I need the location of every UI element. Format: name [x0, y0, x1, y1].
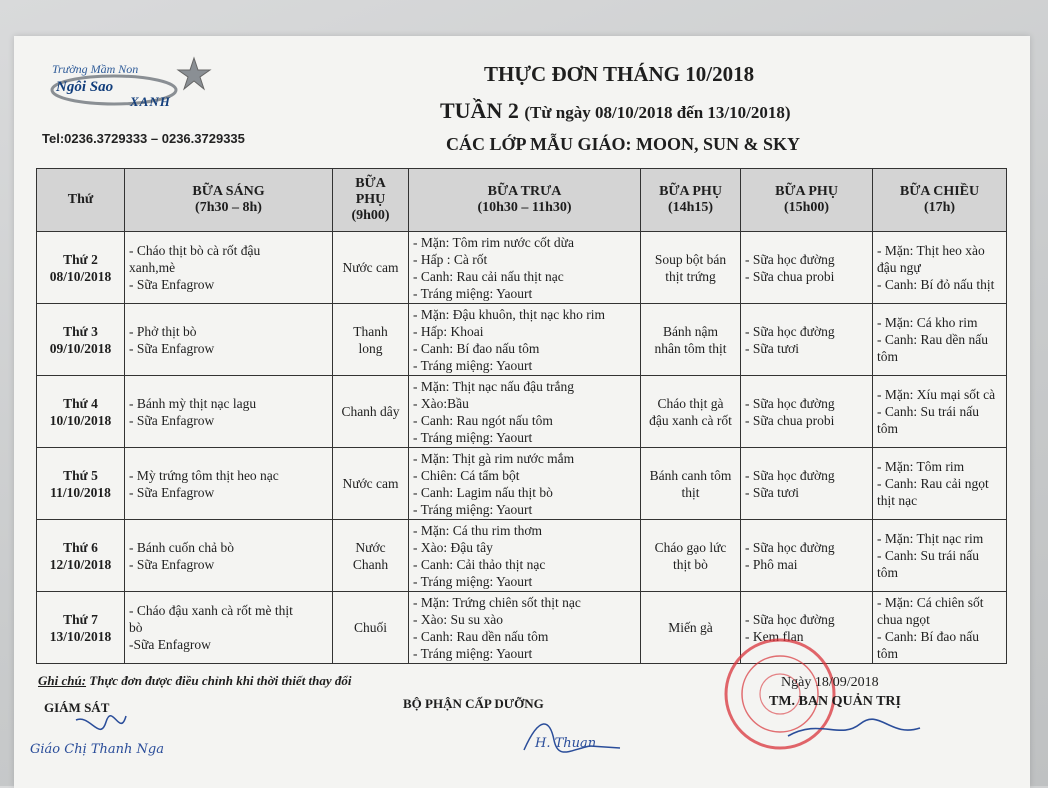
- supervisor-label: GIÁM SÁT: [44, 700, 110, 715]
- logo-small-text: Trường Mầm Non: [52, 62, 139, 76]
- board-signature: [780, 710, 930, 750]
- dinner-cell: [873, 592, 1007, 664]
- cell-line: - Sữa Enfagrow: [129, 277, 215, 292]
- cell-line: - Sữa học đường: [745, 323, 835, 339]
- cell-line: - Tráng miệng: Yaourt: [413, 645, 533, 661]
- cell-line: thịt bò: [673, 556, 708, 572]
- cell-line: Chanh: [352, 556, 389, 572]
- kitchen-name: H. Thuan: [535, 736, 597, 751]
- snack-14h-cell: [641, 232, 741, 304]
- table-row: [37, 520, 1007, 592]
- cell-line: 11/10/2018: [50, 484, 111, 500]
- board-label: TM. BAN QUẢN TRỊ: [769, 694, 901, 709]
- cell-line: Cháo gạo lức: [654, 539, 727, 555]
- cell-line: - Sữa học đường: [745, 539, 835, 555]
- cell-line: - Cháo đậu xanh cà rốt mè thịt: [129, 603, 293, 618]
- cell-line: đậu xanh cà rốt: [649, 412, 732, 428]
- header-line: PHỤ: [355, 192, 386, 207]
- cell-line: - Tráng miệng: Yaourt: [413, 573, 533, 589]
- cell-line: - Bánh mỳ thịt nạc lagu: [129, 395, 257, 411]
- cell-line: long: [358, 340, 383, 356]
- kitchen-signature: [510, 710, 630, 760]
- cell-line: Nước cam: [342, 476, 399, 491]
- header-line: (9h00): [351, 208, 390, 223]
- cell-line: - Mặn: Đậu khuôn, thịt nạc kho rim: [413, 306, 605, 322]
- dinner-cell: [873, 232, 1007, 304]
- supervisor-name: Giáo Chị Thanh Nga: [30, 742, 164, 757]
- cell-line: - Sữa Enfagrow: [129, 484, 215, 500]
- cell-line: - Sữa Enfagrow: [129, 556, 215, 572]
- cell-line: Cháo thịt gà: [657, 395, 724, 411]
- cell-line: Thứ 5: [63, 467, 98, 483]
- cell-line: xanh,mè: [129, 260, 176, 275]
- snack-9h-cell: [333, 376, 409, 448]
- cell-line: tôm: [877, 565, 899, 580]
- lunch-cell: [409, 592, 641, 664]
- cell-line: - Sữa học đường: [745, 395, 835, 411]
- page-title: THỰC ĐƠN THÁNG 10/2018: [484, 62, 755, 86]
- cell-line: nhân tôm thịt: [654, 340, 727, 356]
- cell-line: - Mặn: Cá chiên sốt: [877, 594, 984, 610]
- cell-line: - Phô mai: [745, 556, 798, 572]
- day-cell: [37, 232, 125, 304]
- document-date: Ngày 18/09/2018: [781, 675, 879, 690]
- cell-line: Thứ 3: [63, 323, 98, 339]
- cell-line: Thứ 4: [63, 395, 98, 411]
- breakfast-cell: [125, 304, 333, 376]
- breakfast-cell: [125, 448, 333, 520]
- lunch-cell: [409, 520, 641, 592]
- class-title: CÁC LỚP MẪU GIÁO: MOON, SUN & SKY: [446, 134, 800, 154]
- table-header-row: [37, 169, 1007, 232]
- day-cell: [37, 448, 125, 520]
- cell-line: - Mặn: Cá thu rim thơm: [413, 522, 543, 538]
- cell-line: Thứ 2: [63, 251, 98, 267]
- th-snack-14h: [641, 169, 741, 232]
- cell-line: - Xào: Su su xào: [413, 611, 503, 627]
- cell-line: - Xào: Đậu tây: [413, 539, 493, 555]
- cell-line: - Sữa chua probi: [745, 412, 835, 428]
- cell-line: Bánh canh tôm: [649, 467, 732, 483]
- snack-15h-cell: [741, 232, 873, 304]
- th-breakfast: [125, 169, 333, 232]
- cell-line: Chanh dây: [341, 404, 400, 419]
- cell-line: - Kem flan: [745, 628, 804, 644]
- cell-line: - Canh: Rau dền nấu: [877, 332, 988, 347]
- cell-line: - Canh: Cải thảo thịt nạc: [413, 556, 546, 572]
- cell-line: - Hấp: Khoai: [413, 323, 484, 339]
- cell-line: - Canh: Bí đao nấu: [877, 628, 979, 644]
- cell-line: - Sữa học đường: [745, 251, 835, 267]
- snack-14h-cell: [641, 448, 741, 520]
- cell-line: - Sữa học đường: [745, 611, 835, 627]
- cell-line: - Canh: Rau ngót nấu tôm: [413, 412, 553, 428]
- header-line: BỮA TRƯA: [487, 184, 562, 199]
- snack-9h-cell: [333, 448, 409, 520]
- dinner-cell: [873, 520, 1007, 592]
- cell-line: - Mặn: Thịt gà rim nước mắm: [413, 450, 575, 466]
- dinner-cell: [873, 304, 1007, 376]
- cell-line: - Hấp : Cà rốt: [413, 251, 488, 267]
- week-range: (Từ ngày 08/10/2018 đến 13/10/2018): [524, 103, 791, 122]
- cell-line: Nước cam: [342, 260, 399, 275]
- dinner-cell: [873, 448, 1007, 520]
- cell-line: - Tráng miệng: Yaourt: [413, 429, 533, 445]
- phone-numbers: Tel:0236.3729333 – 0236.3729335: [42, 131, 245, 146]
- header-line: Thứ: [67, 192, 94, 207]
- note-text: Thực đơn được điều chỉnh khi thời thiết thay đổi: [86, 673, 352, 688]
- th-lunch: [409, 169, 641, 232]
- cell-line: - Tráng miệng: Yaourt: [413, 357, 533, 373]
- cell-line: - Canh: Su trái nấu: [877, 404, 979, 419]
- table-row: [37, 232, 1007, 304]
- cell-line: - Bánh cuốn chả bò: [129, 539, 234, 555]
- cell-line: - Canh: Rau cải nấu thịt nạc: [413, 268, 564, 284]
- th-snack-9h: [333, 169, 409, 232]
- cell-line: - Tráng miệng: Yaourt: [413, 501, 533, 517]
- cell-line: - Mặn: Thịt nạc rim: [877, 531, 984, 546]
- day-cell: [37, 304, 125, 376]
- cell-line: Thứ 7: [63, 611, 98, 627]
- breakfast-cell: [125, 376, 333, 448]
- cell-line: - Mặn: Tôm rim nước cốt dừa: [413, 234, 574, 250]
- logo-xanh-text: XANH: [130, 94, 171, 109]
- cell-line: - Mặn: Cá kho rim: [877, 315, 978, 330]
- day-cell: [37, 376, 125, 448]
- cell-line: - Sữa tươi: [745, 484, 800, 500]
- cell-line: - Canh: Su trái nấu: [877, 548, 979, 563]
- cell-line: 10/10/2018: [49, 412, 112, 428]
- snack-15h-cell: [741, 376, 873, 448]
- cell-line: bò: [129, 620, 143, 635]
- header-line: BỮA PHỤ: [775, 184, 838, 199]
- cell-line: 08/10/2018: [49, 268, 112, 284]
- cell-line: thịt trứng: [665, 268, 716, 284]
- snack-15h-cell: [741, 304, 873, 376]
- lunch-cell: [409, 304, 641, 376]
- cell-line: Chuối: [353, 620, 387, 635]
- cell-line: đậu ngự: [877, 260, 921, 275]
- cell-line: thịt nạc: [877, 493, 918, 508]
- cell-line: thịt: [681, 484, 700, 500]
- snack-9h-cell: [333, 304, 409, 376]
- cell-line: Bánh nậm: [662, 323, 719, 339]
- table-row: [37, 448, 1007, 520]
- cell-line: chua ngọt: [877, 611, 930, 627]
- cell-line: - Tráng miệng: Yaourt: [413, 285, 533, 301]
- day-cell: [37, 520, 125, 592]
- table-body: [37, 232, 1007, 664]
- cell-line: - Mặn: Thịt nạc nấu đậu trắng: [413, 378, 574, 394]
- snack-15h-cell: [741, 448, 873, 520]
- header-line: BỮA PHỤ: [659, 184, 722, 199]
- cell-line: -Sữa Enfagrow: [129, 637, 211, 652]
- cell-line: - Canh: Lagim nấu thịt bò: [413, 484, 553, 500]
- lunch-cell: [409, 448, 641, 520]
- cell-line: 12/10/2018: [49, 556, 112, 572]
- snack-14h-cell: [641, 376, 741, 448]
- cell-line: tôm: [877, 421, 899, 436]
- week-title: [440, 98, 791, 124]
- snack-15h-cell: [741, 520, 873, 592]
- day-cell: [37, 592, 125, 664]
- snack-9h-cell: [333, 520, 409, 592]
- header-line: (15h00): [783, 200, 830, 215]
- header-line: BỮA CHIỀU: [899, 184, 980, 199]
- cell-line: Thanh: [353, 323, 388, 339]
- cell-line: Soup bột bán: [654, 251, 727, 267]
- kitchen-label: BỘ PHẬN CẤP DƯỠNG: [403, 696, 544, 711]
- dinner-cell: [873, 376, 1007, 448]
- cell-line: - Sữa Enfagrow: [129, 340, 215, 356]
- cell-line: - Sữa Enfagrow: [129, 412, 215, 428]
- lunch-cell: [409, 376, 641, 448]
- note: [38, 673, 352, 689]
- table-row: [37, 376, 1007, 448]
- cell-line: Miến gà: [668, 620, 713, 635]
- th-day: [37, 169, 125, 232]
- cell-line: - Chiên: Cá tẩm bột: [413, 467, 520, 483]
- th-dinner: [873, 169, 1007, 232]
- cell-line: - Mặn: Xíu mại sốt cà: [877, 387, 996, 402]
- snack-14h-cell: [641, 520, 741, 592]
- snack-9h-cell: [333, 592, 409, 664]
- breakfast-cell: [125, 592, 333, 664]
- cell-line: - Canh: Bí đao nấu tôm: [413, 340, 540, 356]
- header-line: (17h): [923, 200, 956, 215]
- cell-line: - Canh: Rau cải ngọt: [877, 476, 989, 491]
- header-line: BỮA: [355, 176, 386, 191]
- cell-line: - Mặn: Trứng chiên sốt thịt nạc: [413, 594, 581, 610]
- cell-line: 09/10/2018: [49, 340, 112, 356]
- cell-line: Thứ 6: [63, 539, 98, 555]
- table-row: [37, 304, 1007, 376]
- th-snack-15h: [741, 169, 873, 232]
- cell-line: tôm: [877, 645, 899, 661]
- lunch-cell: [409, 232, 641, 304]
- table-row: [37, 592, 1007, 664]
- school-logo: [44, 52, 214, 122]
- cell-line: - Sữa tươi: [745, 340, 800, 356]
- cell-line: Nước: [355, 539, 386, 555]
- menu-table: [36, 168, 1007, 664]
- cell-line: - Sữa học đường: [745, 467, 835, 483]
- supervisor-signature: [70, 712, 130, 746]
- cell-line: - Mỳ trứng tôm thịt heo nạc: [129, 467, 279, 483]
- cell-line: - Sữa chua probi: [745, 268, 835, 284]
- week-label: TUẦN 2: [440, 98, 519, 123]
- cell-line: tôm: [877, 349, 899, 364]
- header-line: (7h30 – 8h): [195, 200, 262, 215]
- header-line: (10h30 – 11h30): [477, 200, 572, 215]
- cell-line: - Mặn: Thịt heo xào: [877, 243, 985, 258]
- cell-line: - Canh: Bí đỏ nấu thịt: [877, 277, 995, 292]
- cell-line: - Mặn: Tôm rim: [877, 459, 965, 474]
- cell-line: - Xào:Bầu: [413, 395, 469, 411]
- breakfast-cell: [125, 232, 333, 304]
- cell-line: - Phở thịt bò: [129, 323, 197, 339]
- breakfast-cell: [125, 520, 333, 592]
- snack-14h-cell: [641, 304, 741, 376]
- logo-big-text: Ngôi Sao: [56, 79, 114, 95]
- header-line: BỮA SÁNG: [192, 184, 265, 199]
- cell-line: - Cháo thịt bò cà rốt đậu: [129, 243, 261, 258]
- header-line: (14h15): [667, 200, 714, 215]
- cell-line: - Canh: Rau dền nấu tôm: [413, 628, 549, 644]
- cell-line: 13/10/2018: [49, 628, 112, 644]
- note-label: Ghi chú:: [38, 673, 87, 688]
- snack-9h-cell: [333, 232, 409, 304]
